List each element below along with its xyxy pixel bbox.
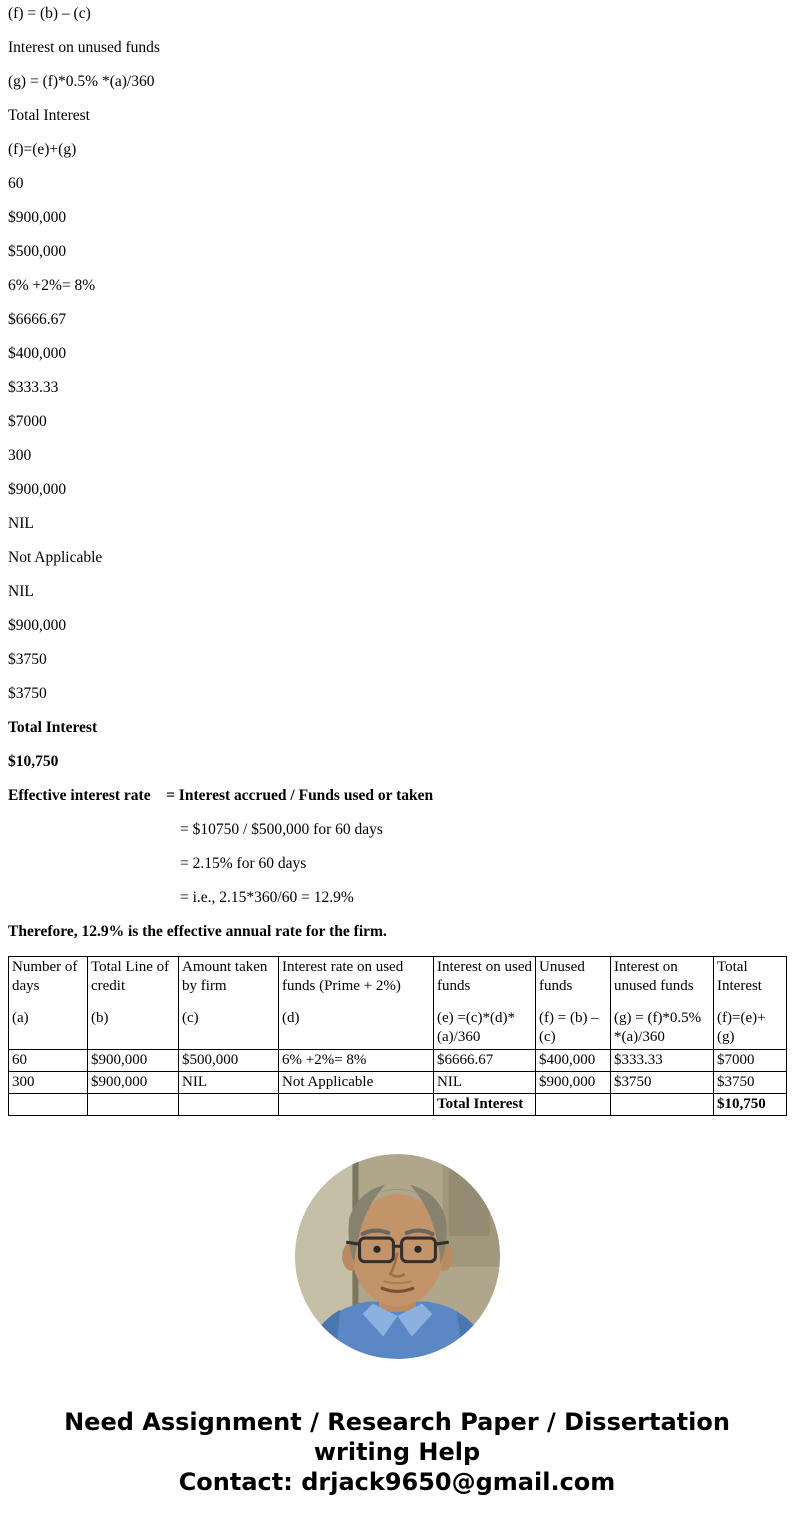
header-title: Interest rate on used funds (Prime + 2%) <box>282 959 404 994</box>
calc-step-line: = i.e., 2.15*360/60 = 12.9% <box>180 889 354 906</box>
header-formula: (c) <box>182 1010 199 1026</box>
table-cell: $3750 <box>714 1072 787 1094</box>
table-cell <box>179 1094 279 1116</box>
doc-line: $333.33 <box>8 379 59 396</box>
header-formula: (b) <box>91 1010 109 1026</box>
header-formula: (g) = (f)*0.5% *(a)/360 <box>614 1010 702 1045</box>
header-total-line-of-credit <box>88 957 179 1050</box>
header-title: Unused funds <box>539 959 585 994</box>
table-row <box>9 1072 787 1094</box>
instructor-portrait-photo <box>295 1154 500 1359</box>
header-formula: (f) = (b) – (c) <box>539 1010 599 1045</box>
table-cell: $333.33 <box>611 1050 714 1072</box>
footer-text-block <box>23 1407 771 1497</box>
table-row <box>9 1050 787 1072</box>
doc-line: (f)=(e)+(g) <box>8 141 77 158</box>
table-cell: NIL <box>179 1072 279 1094</box>
doc-line: Interest on unused funds <box>8 39 160 56</box>
table-cell: $400,000 <box>536 1050 611 1072</box>
header-title: Interest on used funds <box>437 959 532 994</box>
calc-step-line: = 2.15% for 60 days <box>180 855 307 872</box>
table-cell <box>279 1094 434 1116</box>
doc-line: $900,000 <box>8 209 67 226</box>
header-interest-on-used <box>434 957 536 1050</box>
doc-line: 60 <box>8 175 24 192</box>
table-cell: $7000 <box>714 1050 787 1072</box>
doc-line: (f) = (b) – (c) <box>8 5 91 22</box>
header-unused-funds <box>536 957 611 1050</box>
header-formula: (e) =(c)*(d)* (a)/360 <box>437 1010 515 1045</box>
doc-line: (g) = (f)*0.5% *(a)/360 <box>8 73 155 90</box>
table-cell: NIL <box>434 1072 536 1094</box>
total-interest-value: $10,750 <box>8 753 59 770</box>
table-header-row <box>9 957 787 1050</box>
doc-line: Total Interest <box>8 107 90 124</box>
doc-line: Not Applicable <box>8 549 103 566</box>
header-interest-rate-used <box>279 957 434 1050</box>
header-number-of-days <box>9 957 88 1050</box>
interest-calculation-table <box>8 956 787 1116</box>
avatar-section <box>8 1154 786 1359</box>
table-cell: $3750 <box>611 1072 714 1094</box>
header-title: Total Interest <box>717 959 762 994</box>
table-total-label-cell: Total Interest <box>434 1094 536 1116</box>
footer-help-text: Need Assignment / Research Paper / Dissertation writing Help <box>64 1408 730 1466</box>
table-cell: $900,000 <box>88 1072 179 1094</box>
table-cell: Not Applicable <box>279 1072 434 1094</box>
header-title: Amount taken by firm <box>182 959 268 994</box>
header-title: Total Line of credit <box>91 959 170 994</box>
table-cell: $900,000 <box>88 1050 179 1072</box>
header-formula: (d) <box>282 1010 300 1026</box>
header-formula: (f)=(e)+ (g) <box>717 1010 766 1045</box>
header-amount-taken <box>179 957 279 1050</box>
footer-contact-email: Contact: drjack9650@gmail.com <box>178 1468 616 1496</box>
table-cell: 6% +2%= 8% <box>279 1050 434 1072</box>
doc-line: $3750 <box>8 651 47 668</box>
doc-line: NIL <box>8 515 34 532</box>
solution-text-block <box>8 4 786 941</box>
doc-line: $500,000 <box>8 243 67 260</box>
doc-line: $3750 <box>8 685 47 702</box>
doc-line: 300 <box>8 447 32 464</box>
table-cell <box>611 1094 714 1116</box>
calc-step-line: = $10750 / $500,000 for 60 days <box>180 821 383 838</box>
footer-banner <box>8 1407 786 1497</box>
header-formula: (a) <box>12 1010 29 1026</box>
portrait-photo-graphic <box>295 1154 500 1359</box>
doc-line: $7000 <box>8 413 47 430</box>
doc-line: NIL <box>8 583 34 600</box>
doc-line: $900,000 <box>8 481 67 498</box>
table-total-row <box>9 1094 787 1116</box>
header-total-interest <box>714 957 787 1050</box>
doc-line: $400,000 <box>8 345 67 362</box>
doc-line: 6% +2%= 8% <box>8 277 96 294</box>
total-interest-label: Total Interest <box>8 719 98 736</box>
header-interest-on-unused <box>611 957 714 1050</box>
doc-line: $6666.67 <box>8 311 67 328</box>
table-cell: 60 <box>9 1050 88 1072</box>
effective-rate-formula-line: Effective interest rate = Interest accrued / Funds used or taken <box>8 787 434 804</box>
table-cell <box>536 1094 611 1116</box>
table-cell: 300 <box>9 1072 88 1094</box>
doc-line: $900,000 <box>8 617 67 634</box>
table-total-value-cell: $10,750 <box>714 1094 787 1116</box>
table-cell: $900,000 <box>536 1072 611 1094</box>
table-cell <box>88 1094 179 1116</box>
header-title: Number of days <box>12 959 78 994</box>
table-cell: $500,000 <box>179 1050 279 1072</box>
header-title: Interest on unused funds <box>614 959 694 994</box>
table-cell: $6666.67 <box>434 1050 536 1072</box>
conclusion-line: Therefore, 12.9% is the effective annual rate for the firm. <box>8 923 387 940</box>
table-cell <box>9 1094 88 1116</box>
